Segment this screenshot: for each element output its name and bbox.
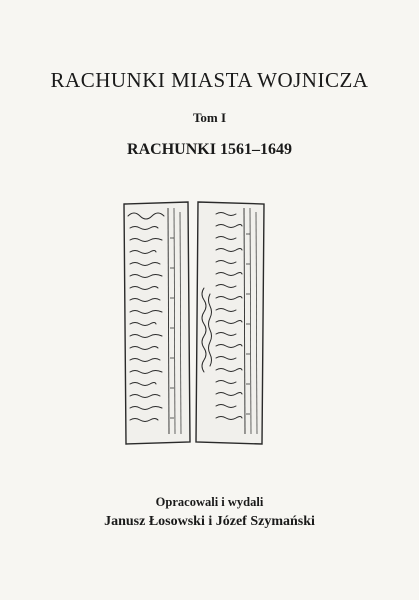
- volume-label: Tom I: [192, 110, 227, 125]
- cover-title: RACHUNKI MIASTA WOJNICZA: [50, 68, 369, 92]
- authors: Janusz Łosowski i Józef Szymański: [104, 514, 315, 529]
- manuscript-facsimile-icon: [118, 198, 268, 448]
- cover-subtitle: RACHUNKI 1561–1649: [127, 141, 292, 158]
- credit-line: Opracowali i wydali: [155, 495, 264, 509]
